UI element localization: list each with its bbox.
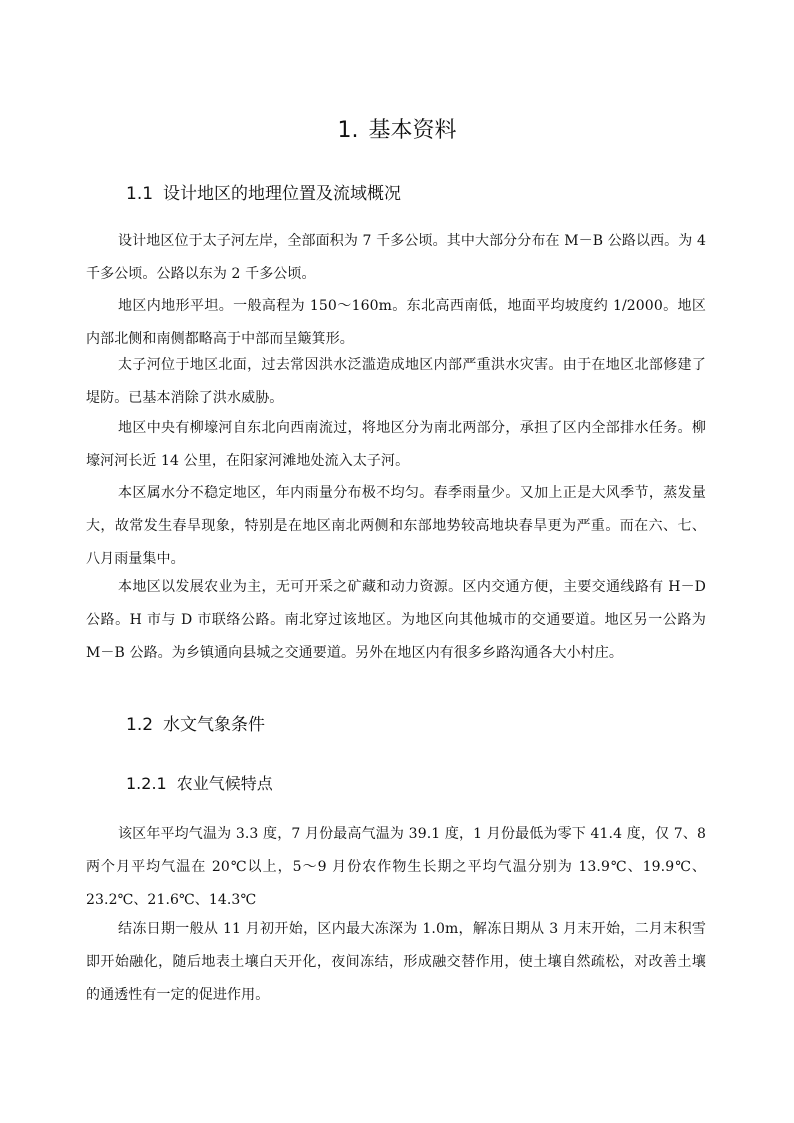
section-1-2-1-heading	[126, 771, 273, 797]
section-1-2-1-number: 1.2.1	[126, 774, 167, 793]
paragraph-temperature: 该区年平均气温为 3.3 度，7 月份最高气温为 39.1 度，1 月份最低为零下 41.4 度，仅 7、8 两个月平均气温在 20℃以上，5～9 月份农作物生长期之平均气温分别为 13.9℃、19.9℃、23.2℃、21.6℃、14.3℃	[86, 826, 706, 908]
section-1-2-number: 1.2	[126, 715, 154, 735]
paragraph-freezing: 结冻日期一般从 11 月初开始，区内最大冻深为 1.0m，解冻日期从 3 月末开始，二月末积雪即开始融化，随后地表土壤白天开化，夜间冻结，形成融交替作用，使土壤自然疏松，对改善土壤的通透性有一定的促进作用。	[86, 921, 706, 1003]
paragraph-terrain: 地区内地形平坦。一般高程为 150～160m。东北高西南低，地面平均坡度约 1/2000。地区内部北侧和南侧都略高于中部而呈簸箕形。	[86, 298, 706, 347]
section-1-2-1-title: 农业气候特点	[176, 774, 273, 793]
chapter-number: 1.	[337, 118, 359, 143]
paragraph-liuhao-river: 地区中央有柳壕河自东北向西南流过，将地区分为南北两部分，承担了区内全部排水任务。柳壕河河长近 14 公里，在阳家河滩地处流入太子河。	[86, 420, 706, 469]
section-1-2-heading	[126, 712, 265, 738]
paragraph-taizi-river: 太子河位于地区北面，过去常因洪水泛滥造成地区内部严重洪水灾害。由于在地区北部修建了堤防。已基本消除了洪水威胁。	[86, 357, 706, 406]
section-1-1-heading	[126, 181, 401, 207]
chapter-heading	[0, 114, 794, 148]
paragraph-transport: 本地区以发展农业为主，无可开采之矿藏和动力资源。区内交通方便，主要交通线路有 H－D 公路。H 市与 D 市联络公路。南北穿过该地区。为地区向其他城市的交通要道。地区另一公路为 M－B 公路。为乡镇通向县城之交通要道。另外在地区内有很多乡路沟通各大小村庄。	[86, 579, 706, 661]
section-1-2-title: 水文气象条件	[163, 715, 266, 735]
paragraph-location: 设计地区位于太子河左岸，全部面积为 7 千多公顷。其中大部分分布在 M－B 公路以西。为 4 千多公顷。公路以东为 2 千多公顷。	[86, 233, 706, 282]
paragraph-rainfall: 本区属水分不稳定地区，年内雨量分布极不均匀。春季雨量少。又加上正是大风季节，蒸发量大，故常发生春旱现象，特别是在地区南北两侧和东部地势较高地块春旱更为严重。而在六、七、八月雨量集中。	[86, 485, 706, 567]
section-1-1-number: 1.1	[126, 184, 154, 204]
section-1-1-title: 设计地区的地理位置及流域概况	[163, 184, 402, 204]
chapter-title: 基本资料	[368, 118, 457, 143]
